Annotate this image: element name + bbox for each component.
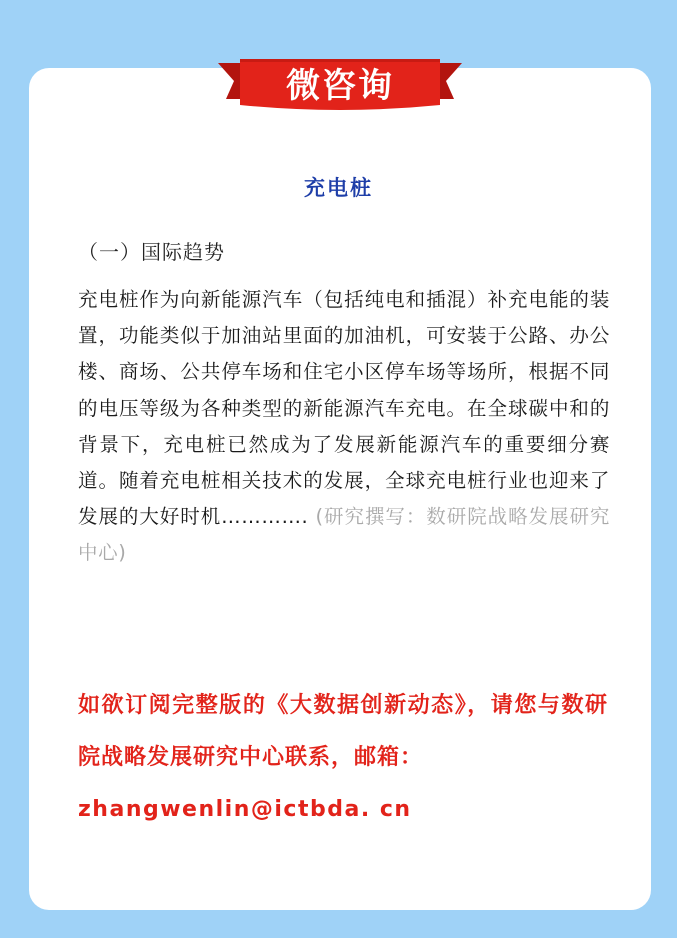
subscription-notice [78, 680, 608, 836]
page-title: 充电桩 [304, 176, 373, 200]
author-credit: (研究撰写：数研院战略发展研究中心) [78, 505, 610, 565]
section-heading: （一）国际趋势 [78, 240, 225, 264]
contact-email[interactable]: zhangwenlin@ictbda. cn [78, 797, 412, 822]
section-body [78, 282, 610, 572]
subscription-text: 如欲订阅完整版的《大数据创新动态》，请您与数研院战略发展研究中心联系，邮箱： [78, 693, 608, 770]
banner-label: 微咨询 [286, 66, 394, 106]
banner-ribbon [218, 59, 462, 117]
body-paragraph: 充电桩作为向新能源汽车（包括纯电和插混）补充电能的装置，功能类似于加油站里面的加油机，可安装于公路、办公楼、商场、公共停车场和住宅小区停车场等场所，根据不同的电压等级为各种类型的新能源汽车充电。在全球碳中和的背景下，充电桩已然成为了发展新能源汽车的重要细分赛道。随着充电桩相关技术的发展，全球充电桩行业也迎来了发展的大好时机…………. [78, 288, 610, 529]
